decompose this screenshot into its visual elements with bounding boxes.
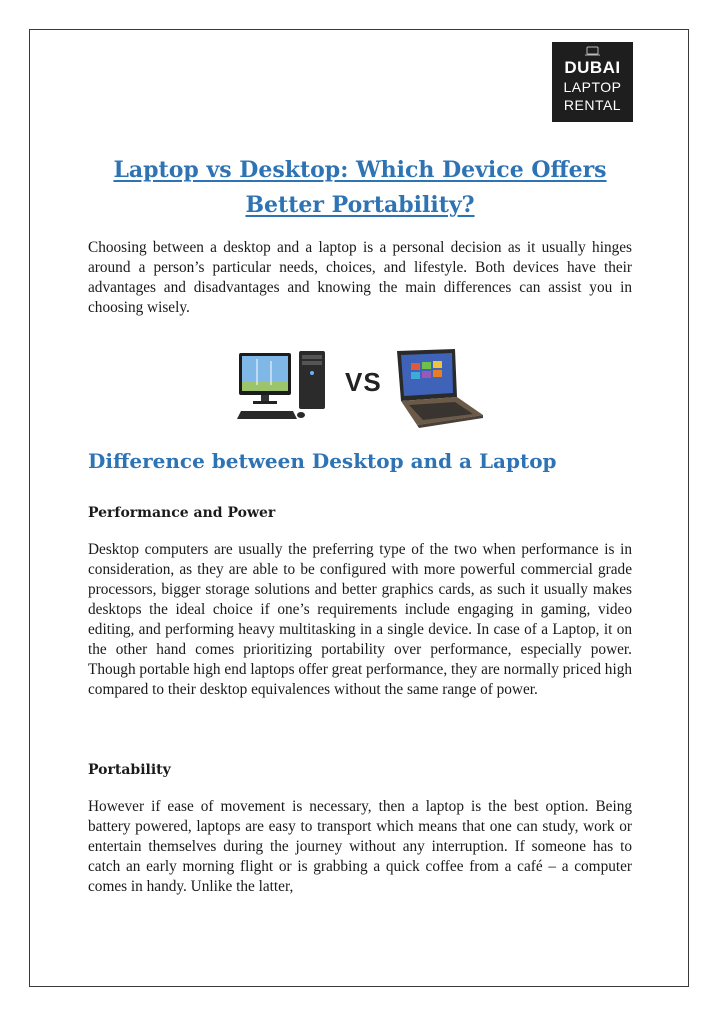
laptop-image-icon xyxy=(385,345,485,430)
dubai-laptop-rental-logo xyxy=(552,42,633,122)
intro-paragraph: Choosing between a desktop and a laptop is a personal decision as it usually hinges around a person’s particular needs, choices, and lifestyle. Both devices have their advantages and disadvantages and knowing the main differences can assist you in choosing wisely. xyxy=(88,239,632,316)
vs-label: VS xyxy=(345,367,382,397)
portability-heading: Portability xyxy=(88,762,171,778)
page-title xyxy=(88,153,632,223)
desktop-vs-laptop-image xyxy=(235,345,485,430)
logo-line-dubai: DUBAI xyxy=(564,58,621,77)
logo-line-rental: RENTAL xyxy=(563,97,622,113)
logo-line-laptop: LAPTOP xyxy=(563,79,622,95)
title-line-2: Better Portability? xyxy=(245,192,475,218)
performance-paragraph: Desktop computers are usually the preferring type of the two when performance is in consideration, as they are able to be configured with more powerful commercial grade processors, bigger storage solutions and better graphics cards, as such it usually makes desktops the ideal choice if one’s requirements include engaging in gaming, video editing, and performing heavy multitasking in a single device. In case of a Laptop, it on the other hand comes prioritizing portability over performance, especially power. Though portable high end laptops offer great performance, they are normally priced high compared to their desktop equivalences without the same range of power. xyxy=(88,541,632,698)
section-heading: Difference between Desktop and a Laptop xyxy=(88,449,557,473)
title-line-1: Laptop vs Desktop: Which Device Offers xyxy=(113,157,607,183)
portability-paragraph: However if ease of movement is necessary, then a laptop is the best option. Being battery powered, laptops are easy to transport which means that one can study, work or entertain themselves during the journey without any interruption. If someone has to catch an early morning flight or is grabbing a quick coffee from a café – a computer comes in handy. Unlike the latter, xyxy=(88,798,632,895)
performance-heading: Performance and Power xyxy=(88,505,276,521)
